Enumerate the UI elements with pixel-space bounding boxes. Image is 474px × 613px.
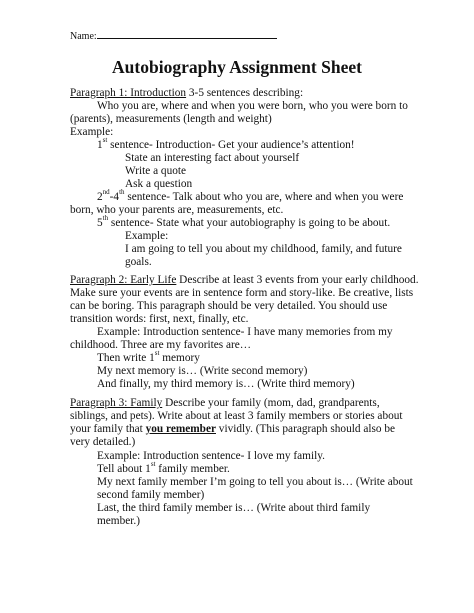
p2-heading: Paragraph 2: Early Life <box>70 274 177 286</box>
p3-text-line: your family that you remember vividly. (This paragraph should also be <box>70 423 396 435</box>
p1-example2-text: goals. <box>125 256 152 268</box>
p2-text-line: transition words: first, next, finally, etc. <box>70 313 249 325</box>
p2-text-line: can be boring. This paragraph should be very detailed. You should use <box>70 300 388 312</box>
p3-text-line: very detailed.) <box>70 436 136 448</box>
name-blank-line <box>97 29 277 39</box>
p1-sentence-1: 1st sentence- Introduction- Get your audience’s attention! <box>97 136 355 151</box>
p2-then-line: Then write 1st memory <box>97 349 200 364</box>
p2-text-line: Make sure your events are in sentence form and story-like. Be creative, lists <box>70 287 414 299</box>
p3-tell-line: Tell about 1st family member. <box>97 460 230 475</box>
p1-example2-text: I am going to tell you about my childhood, family, and future <box>125 243 402 255</box>
p3-heading: Paragraph 3: Family <box>70 397 163 409</box>
p1-option: Write a quote <box>125 165 187 177</box>
p1-example2-label: Example: <box>125 230 169 242</box>
p3-next-line: second family member) <box>97 489 205 501</box>
name-field <box>70 29 277 42</box>
p1-sentence-5: 5th sentence- State what your autobiography is going to be about. <box>97 214 391 229</box>
p3-next-line: My next family member I’m going to tell you about is… (Write about <box>97 476 413 488</box>
p3-last-line: Last, the third family member is… (Write about third family <box>97 502 371 514</box>
p1-example-label: Example: <box>70 126 114 138</box>
p1-option: Ask a question <box>125 178 193 190</box>
p2-finally-line: And finally, my third memory is… (Write third memory) <box>97 378 355 390</box>
p1-option: State an interesting fact about yourself <box>125 152 300 164</box>
p1-sentence-2-4-cont: born, who your parents are, measurements, etc. <box>70 204 284 216</box>
p1-desc-line: (parents), measurements (length and weight) <box>70 113 272 125</box>
page-title: Autobiography Assignment Sheet <box>112 57 362 77</box>
p1-heading: Paragraph 1: Introduction <box>70 87 187 99</box>
p1-sentence-2-4: 2nd-4th sentence- Talk about who you are, where and when you were <box>97 188 404 203</box>
p3-emphasis: you remember <box>145 423 216 435</box>
p2-next-line: My next memory is… (Write second memory) <box>97 365 308 377</box>
p3-heading-line: Paragraph 3: Family Describe your family (mom, dad, grandparents, <box>70 397 380 409</box>
p3-example-line: Example: Introduction sentence- I love my family. <box>97 450 325 462</box>
p2-example-line: childhood. Three are my favorites are… <box>70 339 252 351</box>
p3-text-line: siblings, and pets). Write about at least 3 family members or stories about <box>70 410 403 422</box>
p1-heading-line: Paragraph 1: Introduction 3-5 sentences describing: <box>70 87 304 99</box>
name-label: Name: <box>70 31 97 42</box>
p3-last-line: member.) <box>97 515 140 527</box>
p1-desc-line: Who you are, where and when you were born, who you were born to <box>97 100 408 112</box>
p2-example-line: Example: Introduction sentence- I have many memories from my <box>97 326 393 338</box>
p2-heading-line: Paragraph 2: Early Life Describe at least 3 events from your early childhood. <box>70 274 419 286</box>
